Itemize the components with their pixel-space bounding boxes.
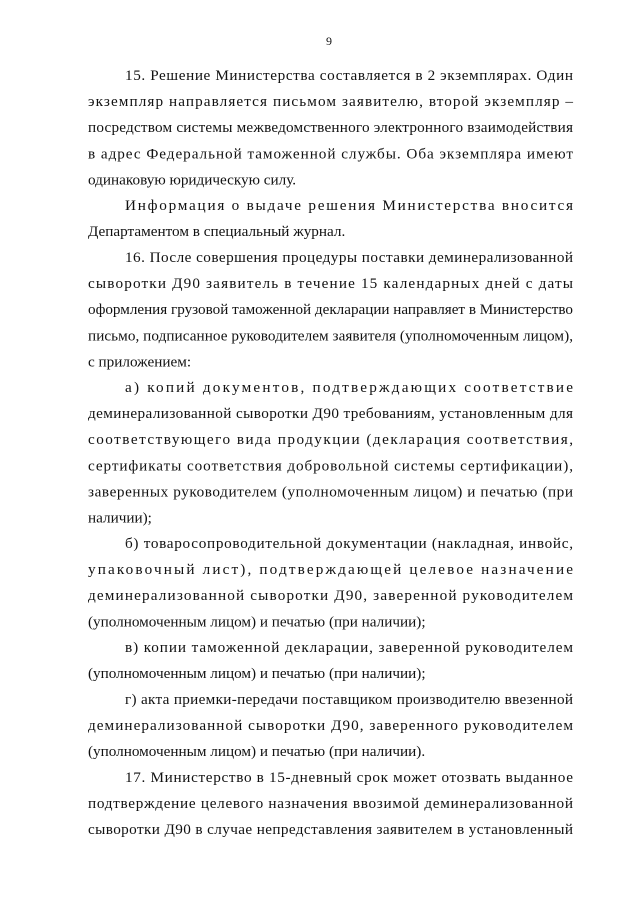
paragraph-line: Информация о выдаче решения Министерства вносится <box>125 197 573 214</box>
paragraph-p16-c <box>88 639 573 682</box>
paragraph-line: Департаментом в специальный журнал. <box>88 223 346 241</box>
paragraph-p15-info <box>88 197 573 240</box>
paragraph-p15 <box>88 67 573 188</box>
paragraph-line: 16. После совершения процедуры поставки деминерализованной <box>125 249 573 266</box>
paragraph-line: наличии); <box>88 509 152 527</box>
paragraph-line: 17. Министерство в 15-дневный срок может отозвать выданное <box>125 769 573 786</box>
paragraph-line: одинаковую юридическую силу. <box>88 171 297 189</box>
paragraph-line: в) копии таможенной декларации, заверенной руководителем <box>125 639 573 656</box>
paragraph-p17 <box>88 769 573 838</box>
paragraph-p16-d <box>88 691 573 760</box>
paragraph-p16-b <box>88 535 573 630</box>
paragraph-line: упаковочный лист), подтверждающей целевое назначение <box>88 561 573 579</box>
paragraph-line: в адрес Федеральной таможенной службы. Оба экземпляра имеют <box>88 145 573 163</box>
paragraph-line: посредством системы межведомственного электронного взаимодействия <box>88 119 573 137</box>
paragraph-line: деминерализованной сыворотки Д90, заверенного руководителем <box>88 717 573 735</box>
paragraph-line: сыворотки Д90 заявитель в течение 15 календарных дней с даты <box>88 275 573 293</box>
paragraph-line: оформления грузовой таможенной декларации направляет в Министерство <box>88 301 574 319</box>
paragraph-line: подтверждение целевого назначения ввозимой деминерализованной <box>88 795 573 813</box>
paragraph-p16-a <box>88 379 573 527</box>
paragraph-line: б) товаросопроводительной документации (накладная, инвойс, <box>125 535 573 552</box>
paragraph-line: соответствующего вида продукции (декларация соответствия, <box>88 431 573 449</box>
paragraph-line: сертификаты соответствия добровольной системы сертификации), <box>88 457 573 475</box>
page-number: 9 <box>326 34 332 48</box>
paragraph-line: (уполномоченным лицом) и печатью (при наличии); <box>88 613 426 631</box>
paragraph-line: экземпляр направляется письмом заявителю, второй экземпляр – <box>88 93 573 111</box>
paragraph-line: деминерализованной сыворотки Д90, заверенной руководителем <box>88 587 573 605</box>
paragraph-p16 <box>88 249 573 370</box>
paragraph-line: с приложением: <box>88 353 192 371</box>
paragraph-line: сыворотки Д90 в случае непредставления заявителем в установленный <box>88 821 573 839</box>
paragraph-line: (уполномоченным лицом) и печатью (при наличии). <box>88 743 426 761</box>
document-body <box>88 67 573 838</box>
paragraph-line: г) акта приемки-передачи поставщиком производителю ввезенной <box>125 691 573 708</box>
paragraph-line: заверенных руководителем (уполномоченным лицом) и печатью (при <box>88 483 573 501</box>
paragraph-line: а) копий документов, подтверждающих соответствие <box>125 379 573 396</box>
paragraph-line: письмо, подписанное руководителем заявителя (уполномоченным лицом), <box>88 327 573 345</box>
paragraph-line: 15. Решение Министерства составляется в 2 экземплярах. Один <box>125 67 573 84</box>
paragraph-line: (уполномоченным лицом) и печатью (при наличии); <box>88 665 426 683</box>
paragraph-line: деминерализованной сыворотки Д90 требованиям, установленным для <box>88 405 573 423</box>
